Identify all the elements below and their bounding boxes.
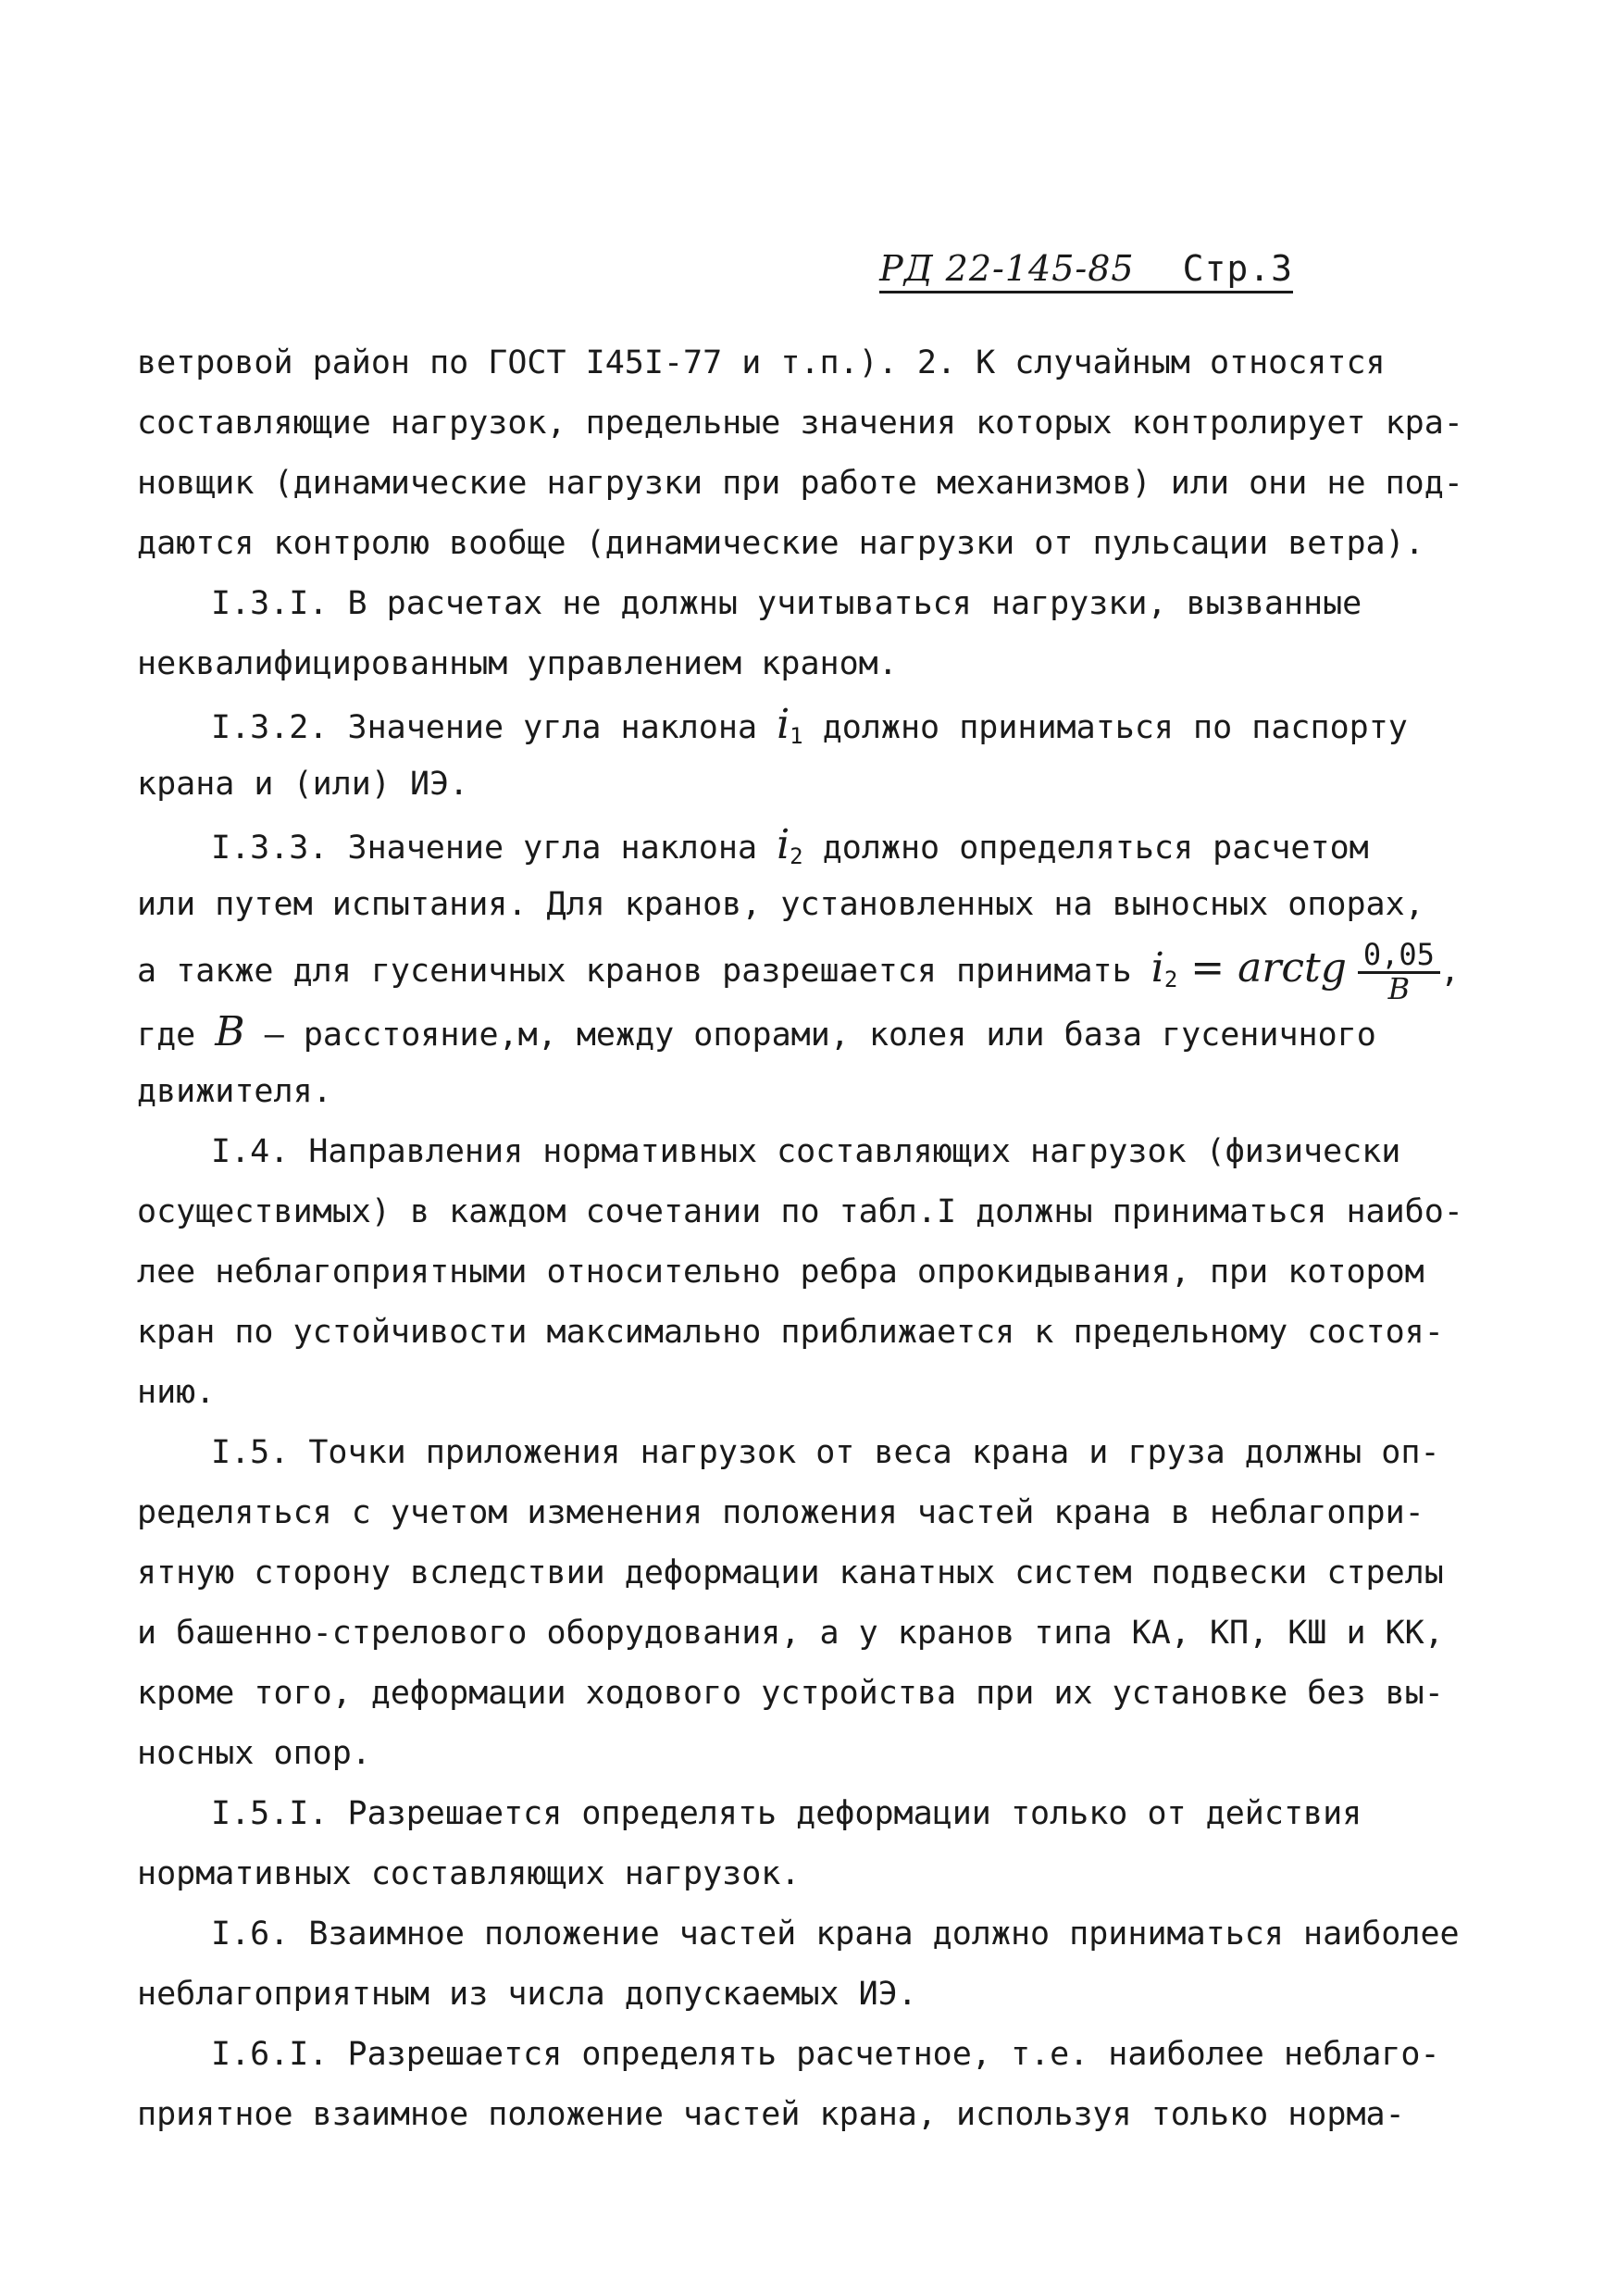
clause-1-6-1: I.6.I. Разрешается определять расчетное, т.е. наиболее неблаго- [211,2036,1440,2073]
page-number: Стр.3 [1182,248,1293,289]
text-line: ветровой район по ГОСТ I45I-77 и т.п.). 2. К случайным относятся [137,344,1386,381]
text-fragment: должно приниматься по паспорту [802,709,1408,746]
clause-1-4: I.4. Направления нормативных составляющих нагрузок (физически [211,1133,1401,1170]
text-fragment: , [1439,953,1461,990]
text-line: нию. [137,1374,216,1411]
angle-symbol-i2: i [777,821,790,868]
text-line [137,1002,1442,1062]
text-line: и башенно-стрелового оборудования, а у кранов типа КА, КП, КШ и КК, [137,1615,1444,1652]
angle-subscript-1: 1 [790,723,803,749]
formula-fraction [1358,936,1440,1006]
clause-1-3-1: I.3.I. В расчетах не должны учитываться нагрузки, вызванные [211,585,1362,622]
text-line: лее неблагоприятными относительно ребра опрокидывания, при котором [137,1254,1424,1291]
text-line: ятную сторону вследствии деформации канатных систем подвески стрелы [137,1554,1444,1591]
text-line: или путем испытания. Для кранов, установленных на выносных опорах, [137,886,1424,923]
document-code: РД 22-145-85 [879,248,1135,289]
clause-1-5: I.5. Точки приложения нагрузок от веса крана и груза должны оп- [211,1434,1440,1471]
formula-lhs-subscript: 2 [1163,967,1178,992]
text-line: ределяться с учетом изменения положения частей крана в неблагопри- [137,1494,1424,1531]
text-line: кроме того, деформации ходового устройства при их установке без вы- [137,1675,1444,1712]
document-body [137,333,1463,2145]
formula-line [137,935,1461,1006]
distance-symbol-b: B [215,1008,245,1055]
text-fragment: – расстояние,м, между опорами, колея или база гусеничного [244,1017,1376,1054]
angle-subscript-2: 2 [790,843,803,869]
text-fragment: где [137,1017,216,1054]
text-line: движителя. [137,1073,332,1110]
text-line: крана и (или) ИЭ. [137,766,469,803]
angle-symbol-i1: i [777,701,790,748]
text-line: кран по устойчивости максимально приближается к предельному состоя- [137,1314,1444,1351]
page-header [879,248,1293,293]
text-line: новщик (динамические нагрузки при работе механизмов) или они не под- [137,465,1463,502]
text-line: составляющие нагрузок, предельные значения которых контролирует кра- [137,405,1463,442]
clause-1-3-2 [137,694,1442,755]
clause-1-3-3 [137,815,1442,875]
text-fragment: I.3.3. Значение угла наклона [211,830,777,867]
formula-arctg: = arctg [1177,944,1347,992]
text-line: приятное взаимное положение частей крана, используя только норма- [137,2096,1405,2133]
text-line: осуществимых) в каждом сочетании по табл.I должны приниматься наибо- [137,1193,1463,1230]
fraction-numerator: 0,05 [1358,940,1440,974]
text-line: даются контролю вообще (динамические нагрузки от пульсации ветра). [137,525,1424,562]
fraction-denominator: B [1387,970,1411,1006]
text-fragment: а также для гусеничных кранов разрешается принимать [137,953,1151,990]
clause-1-6: I.6. Взаимное положение частей крана должно приниматься наиболее [211,1915,1460,1953]
text-fragment: должно определяться расчетом [802,830,1369,867]
text-line: неблагоприятным из числа допускаемых ИЭ. [137,1976,917,2013]
formula-lhs-symbol: i [1151,944,1164,992]
text-line: неквалифицированным управлением краном. [137,645,898,682]
text-line: носных опор. [137,1735,371,1772]
clause-1-5-1: I.5.I. Разрешается определять деформации только от действия [211,1795,1362,1832]
text-line: нормативных составляющих нагрузок. [137,1855,801,1892]
text-fragment: I.3.2. Значение угла наклона [211,709,777,746]
